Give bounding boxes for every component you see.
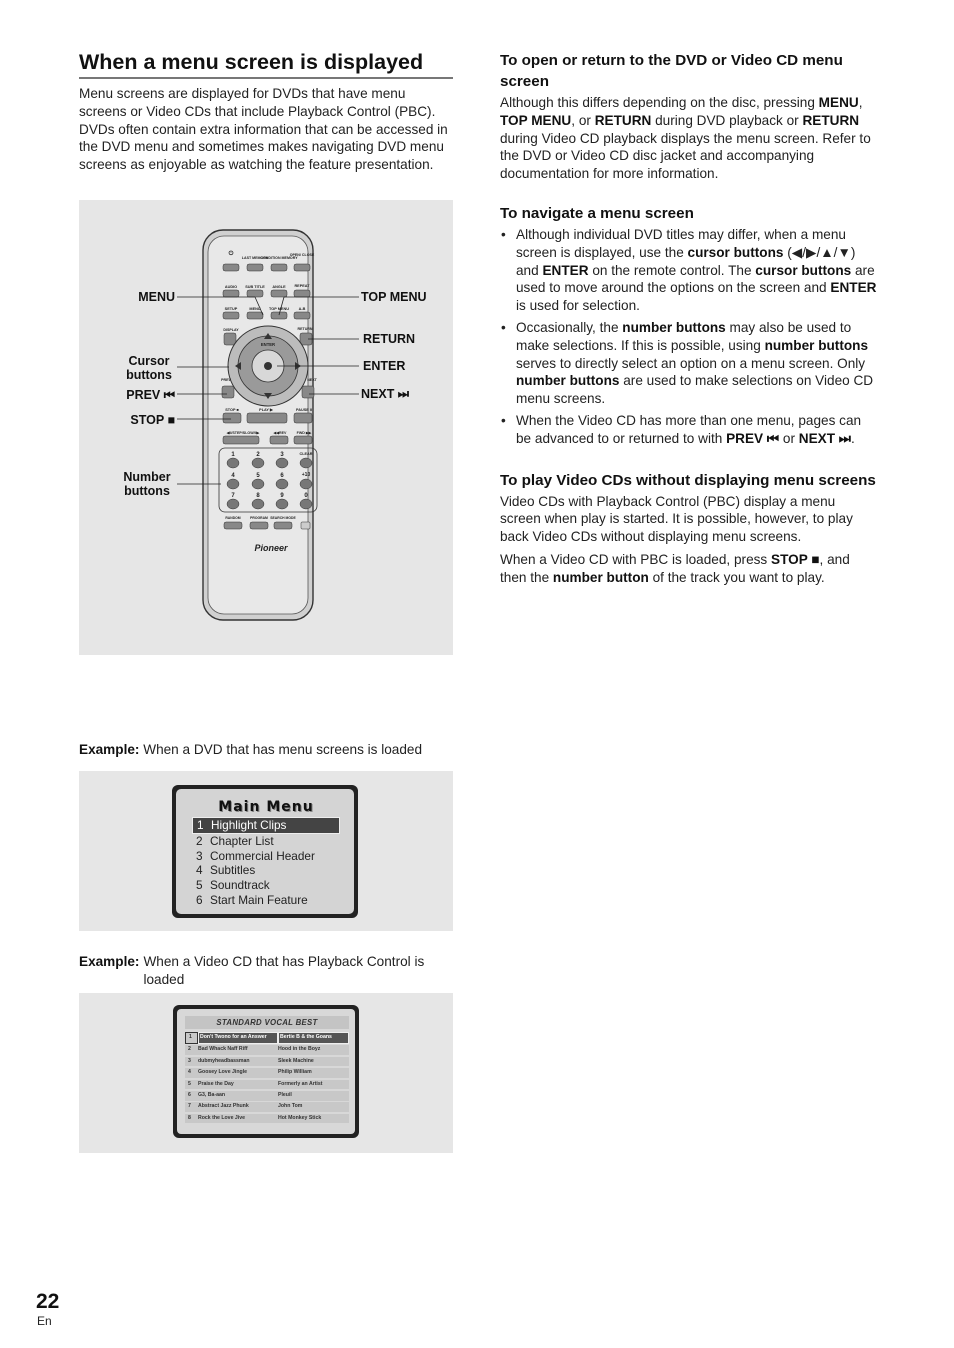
key-audio: AUDIO xyxy=(224,285,238,289)
section-title: To open or return to the DVD or Video CD menu screen xyxy=(500,52,843,90)
key-digit-1: 1 xyxy=(231,452,235,458)
callout-top-menu: TOP MENU xyxy=(361,290,427,304)
section-title: To play Video CDs without displaying menu screens xyxy=(500,471,876,489)
section-paragraph: Although this differs depending on the disc, pressing MENU, TOP MENU, or RETURN during DVD playback or RETURN during Video CD playback displays the menu screen. Refer to the DVD or Video CD disc jacket and accompanying documentation for more information. xyxy=(500,95,871,182)
key-random: RANDOM xyxy=(225,516,241,520)
dvd-menu-item[interactable]: 3 Commercial Header xyxy=(196,848,315,863)
example-label: Example: xyxy=(79,742,140,757)
key-digit-7: 7 xyxy=(231,493,235,499)
dvd-menu-figure xyxy=(79,771,453,931)
vcd-track-row[interactable]: 3 dubmyheadbassman Sleek Machine xyxy=(185,1057,349,1067)
vcd-track-row[interactable]: 7 Abstract Jazz Phunk John Tom xyxy=(185,1102,349,1112)
key-sub-title: SUB TITLE xyxy=(245,285,265,289)
key-display: DISPLAY xyxy=(223,328,239,332)
callout-prev: PREV ⏮ xyxy=(126,388,175,402)
key-step-slow: ◀II/STEP/SLOW/II▶ xyxy=(226,431,260,435)
key-return: RETURN xyxy=(297,327,313,331)
vcd-track-row[interactable]: 2 Bad Whack Naff Riff Hood in the Boyz xyxy=(185,1045,349,1055)
section-paragraph: Video CDs with Playback Control (PBC) display a menu screen when play is started. It is possible, however, to play back Video CDs without displaying menu screens. xyxy=(500,493,853,545)
callout-number-buttons: Number buttons xyxy=(123,470,171,498)
section-play-without-menu xyxy=(500,470,878,587)
section-open-menu xyxy=(500,50,878,183)
key-angle: ANGLE xyxy=(272,285,286,289)
page-number: 22 xyxy=(36,1290,60,1313)
key-rev: ◀◀REV xyxy=(273,431,287,435)
callout-return: RETURN xyxy=(363,332,416,346)
bullet-item: • Occasionally, the number buttons may also be used to make selections. If this is possible, using number buttons serves to directly select an option on a menu screen. Only number buttons are used to make selections on Video CD menu screens. xyxy=(500,319,878,408)
vcd-track-row[interactable]: 5 Praise the Day Formerly an Artist xyxy=(185,1080,349,1090)
vcd-menu-screen xyxy=(173,1005,359,1138)
key-clear: CLEAR xyxy=(299,452,313,456)
bullet-item: • When the Video CD has more than one menu, pages can be advanced to or returned to with PREV ⏮ or NEXT ⏭. xyxy=(500,412,878,448)
section-title: To navigate a menu screen xyxy=(500,204,694,222)
key-open-close: OPEN/ CLOSE xyxy=(289,253,315,257)
example-text: When a Video CD that has Playback Control is loaded xyxy=(143,954,425,987)
dvd-menu-item[interactable]: 4 Subtitles xyxy=(196,863,256,878)
navigate-bullets xyxy=(500,226,878,448)
callout-cursor-buttons: Cursor buttons xyxy=(126,354,172,382)
key-menu: MENU xyxy=(249,307,261,311)
vcd-menu-figure xyxy=(79,993,453,1153)
dvd-menu-title: Main Menu xyxy=(218,799,314,815)
key-next: NEXT xyxy=(307,378,317,382)
dvd-menu-list xyxy=(192,817,340,908)
brand-logo: Pioneer xyxy=(254,543,288,553)
key-digit-4: 4 xyxy=(231,473,235,479)
key-top-menu: TOP MENU xyxy=(269,307,289,311)
key-fwd: FWD ▶▶ xyxy=(296,431,312,435)
key-ab: A-B xyxy=(298,307,306,311)
key-digit-0: 0 xyxy=(304,493,308,499)
key-pause: PAUSE II xyxy=(296,408,312,412)
dvd-menu-item[interactable]: 2 Chapter List xyxy=(196,833,274,848)
vcd-track-row[interactable]: 1 Don't Twono for an Answer Bertie B & the Goans xyxy=(185,1032,349,1044)
remote-figure xyxy=(79,200,453,655)
key-digit-2: 2 xyxy=(256,452,260,458)
dvd-menu-screen xyxy=(172,785,358,918)
callout-stop: STOP ■ xyxy=(130,413,175,427)
key-enter: ENTER xyxy=(260,342,276,347)
dvd-menu-item[interactable]: 6 Start Main Feature xyxy=(196,892,308,907)
key-repeat: REPEAT xyxy=(294,284,310,288)
bullet-item: • Although individual DVD titles may differ, when a menu screen is displayed, use the cursor buttons (◀/▶/▲/▼) and ENTER on the remote control. The cursor buttons are used to move around the options on the screen and ENTER is used for selection. xyxy=(500,226,878,315)
intro-paragraph: Menu screens are displayed for DVDs that have menu screens or Video CDs that include Playback Control (PBC). DVDs often contain extra information that can be accessed in the DVD menu and sometimes makes navigating DVD menu screens as enjoyable as watching the feature presentation. xyxy=(79,86,448,173)
key-digit-3: 3 xyxy=(280,452,284,458)
callout-menu: MENU xyxy=(138,290,175,304)
key-condition-memory: CONDITION MEMORY xyxy=(260,256,298,260)
key-play: PLAY ▶ xyxy=(259,408,273,412)
example-vcd-caption xyxy=(79,953,453,989)
key-search-mode: SEARCH MODE xyxy=(270,516,296,520)
key-stop: STOP ■ xyxy=(225,408,239,412)
example-label: Example: xyxy=(79,954,140,969)
right-column xyxy=(500,50,878,609)
callout-next: NEXT ⏭ xyxy=(361,387,410,401)
left-column xyxy=(79,48,453,174)
dvd-menu-item[interactable]: 1 Highlight Clips xyxy=(192,817,340,834)
dvd-menu-item[interactable]: 5 Soundtrack xyxy=(196,878,270,893)
key-plus10: +10 xyxy=(301,472,311,478)
key-prev: PREV xyxy=(221,378,231,382)
vcd-track-row[interactable]: 4 Goosey Love Jingle Philip William xyxy=(185,1068,349,1078)
key-digit-8: 8 xyxy=(256,493,260,499)
key-program: PROGRAM xyxy=(250,516,268,520)
section-paragraph: When a Video CD with PBC is loaded, press STOP ■, and then the number button of the track you want to play. xyxy=(500,551,850,585)
remote-illustration xyxy=(79,200,453,655)
section-navigate-menu xyxy=(500,203,878,448)
key-last-memory: LAST MEMORY xyxy=(241,256,269,260)
vcd-track-row[interactable]: 6 G3, Ba-aan Pleuil xyxy=(185,1091,349,1101)
key-digit-5: 5 xyxy=(256,473,260,479)
page-language: En xyxy=(37,1314,52,1328)
vcd-track-row[interactable]: 8 Rock the Love Jive Hot Monkey Stick xyxy=(185,1114,349,1124)
svg-text:⏻: ⏻ xyxy=(228,251,234,257)
vcd-menu-title: STANDARD VOCAL BEST xyxy=(185,1016,349,1029)
key-setup: SETUP xyxy=(224,307,238,311)
key-digit-6: 6 xyxy=(280,473,284,479)
example-dvd-caption xyxy=(79,741,422,759)
example-text: When a DVD that has menu screens is loaded xyxy=(143,742,423,757)
page-title: When a menu screen is displayed xyxy=(79,48,453,79)
key-digit-9: 9 xyxy=(280,493,284,499)
callout-enter: ENTER xyxy=(363,359,406,373)
